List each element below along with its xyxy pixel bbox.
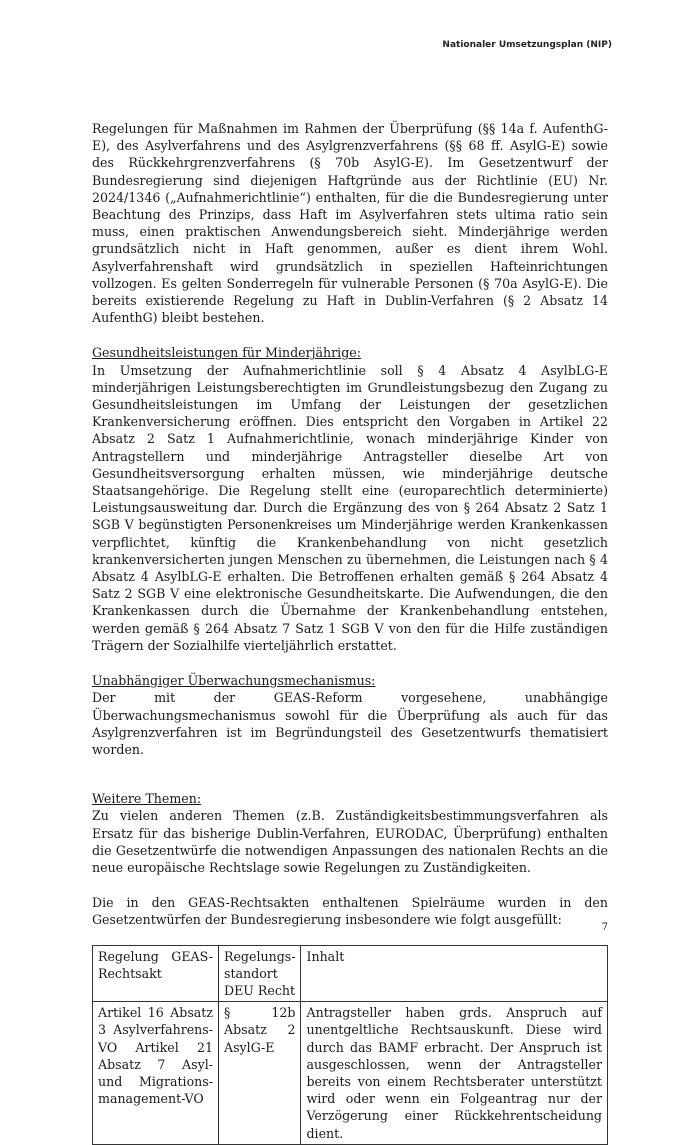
document-body: [92, 120, 608, 1145]
table-header-row: [93, 945, 608, 1002]
heading-health-services: Gesundheitsleistungen für Minderjährige:: [92, 345, 361, 361]
table-cell-regelung: Artikel 16 Absatz 3 Asylverfahrens-VO Artikel 21 Absatz 7 Asyl- und Migrations-management-VO: [93, 1002, 219, 1145]
paragraph-health-services: In Umsetzung der Aufnahmerichtlinie soll § 4 Absatz 4 AsylbLG-E minderjährigen Leistungsberechtigten im Grundleistungsbezug den Zugang zu Gesundheitsleistungen im Umfang der Leistungen der gesetzlichen Krankenversicherung eröffnen. Dies entspricht den Vorgaben in Artikel 22 Absatz 2 Satz 1 Aufnahmerichtlinie, wonach minderjährige Kinder von Antragstellern und minderjährige Antragsteller dieselbe Art von Gesundheitsversorgung erhalten müssen, wie minderjährige deutsche Staatsangehörige. Die Regelung stellt eine (europarechtlich determinierte) Leistungsausweitung dar. Durch die Ergänzung des von § 264 Absatz 2 Satz 1 SGB V begünstigten Personenkreises um Minderjährige werden Krankenkassen verpflichtet, künftig die Krankenbehandlung von nicht gesetzlich krankenversicherten jungen Menschen zu übernehmen, die Leistungen nach § 4 Absatz 4 AsylbLG-E erhalten. Die Betroffenen erhalten gemäß § 264 Absatz 4 Satz 2 SGB V eine elektronische Gesundheitskarte. Die Aufwendungen, die den Krankenkassen durch die Übernahme der Krankenbehandlung entstehen, werden gemäß § 264 Absatz 7 Satz 1 SGB V von den für die Hilfe zuständigen Trägern der Sozialhilfe vierteljährlich erstattet.: [92, 362, 608, 653]
paragraph-detention: Regelungen für Maßnahmen im Rahmen der Überprüfung (§§ 14a f. AufenthG-E), des Asylverfahrens und des Asylgrenzverfahrens (§§ 68 ff. AsylG-E) sowie des Rückkehrgrenzverfahrens (§ 70b AsylG-E). Im Gesetzentwurf der Bundesregierung sind diejenigen Haftgründe aus der Richtlinie (EU) Nr. 2024/1346 („Aufnahmerichtlinie“) enthalten, für die die Bundesregierung unter Beachtung des Prinzips, dass Haft im Asylverfahren stets ultima ratio sein muss, einen praktischen Anwendungsbereich sieht. Minderjährige werden grundsätzlich nicht in Haft genommen, außer es dient ihrem Wohl. Asylverfahrenshaft wird grundsätzlich in speziellen Hafteinrichtungen vollzogen. Es gelten Sonderregeln für vulnerable Personen (§ 70a AsylG-E). Die bereits existierende Regelung zu Haft in Dublin-Verfahren (§ 2 Absatz 14 AufenthG) bleibt bestehen.: [92, 121, 608, 326]
paragraph-table-intro: Die in den GEAS-Rechtsakten enthaltenen Spielräume wurden in den Gesetzentwürfen der Bundesregierung insbesondere wie folgt ausgefüllt:: [92, 895, 608, 928]
table-cell-inhalt: Antragsteller haben grds. Anspruch auf unentgeltliche Rechtsauskunft. Diese wird durch das BAMF erbracht. Der Anspruch ist ausgeschlossen, wenn der Antragsteller bereits von einem Rechtsberater unterstützt wird oder wenn ein Folgeantrag nur der Verzögerung einer Rückkehrentscheidung dient.: [301, 1002, 608, 1145]
table-header-standort: Regelungs-standort DEU Recht: [219, 945, 301, 1002]
paragraph-monitoring: Der mit der GEAS-Reform vorgesehene, unabhängige Überwachungsmechanismus sowohl für die Überprüfung als auch für das Asylgrenzverfahren ist im Begründungsteil des Gesetzentwurfs thematisiert worden.: [92, 690, 608, 757]
table-header-regelung: Regelung GEAS-Rechtsakt: [93, 945, 219, 1002]
table-cell-standort: § 12b Absatz 2 AsylG-E: [219, 1002, 301, 1145]
page-number: 7: [601, 922, 608, 933]
heading-other-topics: Weitere Themen:: [92, 791, 202, 807]
table-header-inhalt: Inhalt: [301, 945, 608, 1002]
table-row: [93, 1002, 608, 1145]
geas-table: [92, 945, 608, 1145]
page-header: Nationaler Umsetzungsplan (NIP): [442, 40, 612, 50]
paragraph-other-topics: Zu vielen anderen Themen (z.B. Zuständigkeitsbestimmungsverfahren als Ersatz für das bisherige Dublin-Verfahren, EURODAC, Überprüfung) enthalten die Gesetzentwürfe die notwendigen Anpassungen des nationalen Rechts an die neue europäische Rechtslage sowie Regelungen zu Zuständigkeiten.: [92, 808, 608, 875]
heading-monitoring: Unabhängiger Überwachungsmechanismus:: [92, 673, 376, 689]
